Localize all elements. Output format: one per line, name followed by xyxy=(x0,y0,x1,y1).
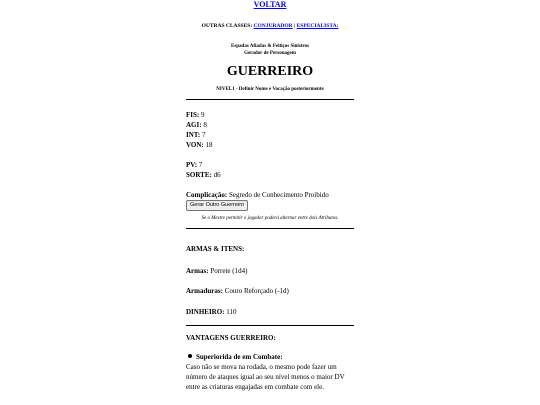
bullet-icon xyxy=(188,354,192,358)
advantage-title: Superiorida de em Combate: xyxy=(196,353,283,361)
weapons-row: Armas: Porrete (1d4) xyxy=(186,267,248,275)
items-heading: ARMAS & ITENS: xyxy=(186,245,245,253)
attribute-int: INT: 7 xyxy=(186,131,206,139)
back-row xyxy=(0,0,540,9)
especialista-link[interactable]: ESPECIALISTA: xyxy=(296,23,339,29)
divider xyxy=(186,99,354,100)
attribute-von: VON: 18 xyxy=(186,141,213,149)
stats-block xyxy=(186,160,354,180)
level-note: NIVEL1 - Definir Nome e Vocação posteriormente xyxy=(216,87,324,92)
gm-note: Se o Mestre permitir o jogador poderá alternar entre dois Atributos. xyxy=(201,216,339,221)
generate-another-button[interactable]: Gerar Outro Guerreiro xyxy=(186,200,248,211)
advantages-heading: VANTAGENS GUERREIRO: xyxy=(186,334,276,342)
header-subtitle xyxy=(0,44,540,57)
money-row: DINHEIRO: 110 xyxy=(186,308,237,316)
game-title: Espadas Afiadas & Feitiços Sinistros xyxy=(231,44,309,49)
stat-sorte: SORTE: d6 xyxy=(186,171,221,179)
attribute-agi: AGI: 8 xyxy=(186,121,207,129)
divider xyxy=(186,228,354,229)
complication-value: Segredo de Conhecimento Proibido xyxy=(228,191,329,199)
complication-row xyxy=(186,190,354,200)
advantage-item xyxy=(186,352,354,392)
other-classes-separator: | xyxy=(294,23,296,29)
divider xyxy=(186,325,354,326)
complication-label: Complicação: xyxy=(186,191,228,199)
conjurador-link[interactable]: CONJURADOR xyxy=(253,23,293,29)
other-classes-row xyxy=(0,23,540,30)
stat-pv: PV: 7 xyxy=(186,161,203,169)
advantage-title-row xyxy=(186,352,354,362)
back-link[interactable]: VOLTAR xyxy=(253,0,287,9)
attribute-fis: FIS: 9 xyxy=(186,111,205,119)
attributes-block xyxy=(186,110,354,150)
generator-title: Gerador de Personagem xyxy=(244,50,296,56)
other-classes-label: OUTRAS CLASSES: xyxy=(201,23,253,29)
armor-row: Armaduras: Couro Reforçado (-1d) xyxy=(186,287,289,295)
advantage-text: Caso não se mova na rodada, o mesmo pode fazer um número de ataques igual ao seu nível menos o maior DV entre as criaturas engajadas em combate com ele. xyxy=(186,363,345,391)
page-title: GUERREIRO xyxy=(226,64,314,79)
